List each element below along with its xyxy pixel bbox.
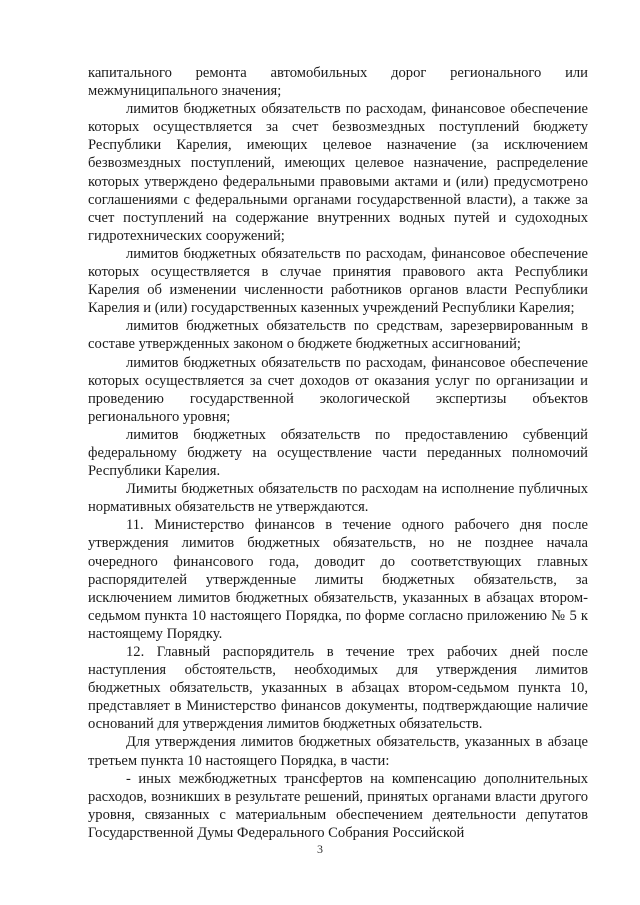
paragraph: Для утверждения лимитов бюджетных обязательств, указанных в абзаце третьем пункта 10 настоящего Порядка, в части:	[88, 734, 588, 769]
paragraph: - иных межбюджетных трансфертов на компенсацию дополнительных расходов, возникших в результате решений, принятых органами власти другого уровня, связанных с материальным обеспечением деятельности депутатов Государственной Думы Федерального Собрания Российской	[88, 770, 588, 841]
paragraph: капитального ремонта автомобильных дорог регионального или межмуниципального значения;	[88, 65, 588, 100]
paragraph: 12. Главный распорядитель в течение трех рабочих дней после наступления обстоятельств, необходимых для утверждения лимитов бюджетных обязательств, указанных в абзацах втором-седьмом пункта 10, представляет в Министерство финансов документы, подтверждающие наличие оснований для утверждения лимитов бюджетных обязательств.	[88, 644, 588, 733]
paragraph: лимитов бюджетных обязательств по расходам, финансовое обеспечение которых осуществляется за счет безвозмездных поступлений бюджету Республики Карелия, имеющих целевое назначение (за исключением безвозмездных поступлений, имеющих целевое назначение, распределение которых утверждено федеральными правовыми актами и (или) предусмотрено соглашениями с федеральными органами государственной власти), а также за счет поступлений на содержание внутренних водных путей и судоходных гидротехнических сооружений;	[88, 101, 588, 244]
paragraph: лимитов бюджетных обязательств по расходам, финансовое обеспечение которых осуществляется в случае принятия правового акта Республики Карелия об изменении численности работников органов власти Республики Карелия и (или) государственных казенных учреждений Республики Карелия;	[88, 245, 588, 317]
paragraph: лимитов бюджетных обязательств по предоставлению субвенций федеральному бюджету на осуществление части переданных полномочий Республики Карелия.	[88, 426, 588, 480]
paragraph: Лимиты бюджетных обязательств по расходам на исполнение публичных нормативных обязательств не утверждаются.	[88, 481, 588, 516]
document-body	[88, 64, 588, 842]
paragraph: 11. Министерство финансов в течение одного рабочего дня после утверждения лимитов бюджетных обязательств, но не позднее начала очередного финансового года, доводит до соответствующих главных распорядителей утвержденные лимиты бюджетных обязательств, за исключением лимитов бюджетных обязательств, указанных в абзацах втором-седьмом пункта 10 настоящего Порядка, по форме согласно приложению № 5 к настоящему Порядку.	[88, 517, 588, 642]
paragraph: лимитов бюджетных обязательств по расходам, финансовое обеспечение которых осуществляется за счет доходов от оказания услуг по организации и проведению государственной экологической экспертизы объектов регионального уровня;	[88, 354, 588, 425]
paragraph: лимитов бюджетных обязательств по средствам, зарезервированным в составе утвержденных законом о бюджете бюджетных ассигнований;	[88, 318, 588, 353]
page-number: 3	[317, 842, 323, 856]
